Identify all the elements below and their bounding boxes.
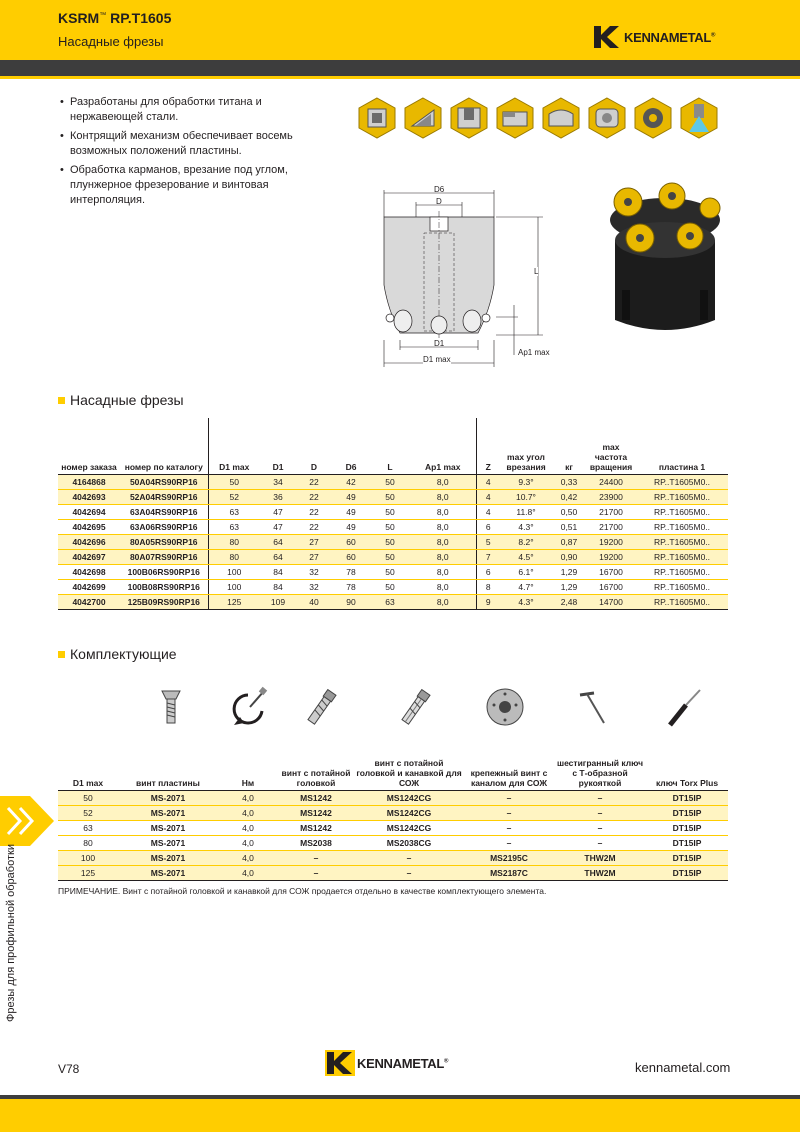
col-header: кг xyxy=(565,461,573,472)
table-cell: RP..T1605M0.. xyxy=(636,549,728,564)
table-cell: 125 xyxy=(58,865,118,880)
table-cell: 2,48 xyxy=(552,594,586,609)
table-cell: 4042697 xyxy=(58,549,120,564)
table-cell: 36 xyxy=(260,489,296,504)
table-row xyxy=(58,835,728,850)
table-cell: DT15IP xyxy=(646,790,728,805)
table-row xyxy=(58,474,728,489)
table-cell: DT15IP xyxy=(646,835,728,850)
table-cell: 49 xyxy=(332,519,370,534)
table-cell: RP..T1605M0.. xyxy=(636,489,728,504)
table-row xyxy=(58,549,728,564)
table-cell: DT15IP xyxy=(646,850,728,865)
col-header: шестигранный ключ с Т-образной рукояткой xyxy=(556,757,644,788)
table-cell: MS1242CG xyxy=(354,790,464,805)
table-cell: 8,0 xyxy=(410,474,476,489)
table-cell: MS1242 xyxy=(278,790,354,805)
brand-name: KENNAMETAL xyxy=(357,1055,445,1071)
table-cell: MS-2071 xyxy=(118,835,218,850)
table-cell: 21700 xyxy=(586,519,636,534)
table-cell: 100B08RS90RP16 xyxy=(120,579,208,594)
table-cell: – xyxy=(554,820,646,835)
table-cell: 80 xyxy=(208,549,260,564)
table-cell: 80A05RS90RP16 xyxy=(120,534,208,549)
table-cell: 50 xyxy=(58,790,118,805)
table-cell: 7 xyxy=(476,549,500,564)
table-cell: 4164868 xyxy=(58,474,120,489)
table-cell: 22 xyxy=(296,474,332,489)
table-cell: 24400 xyxy=(586,474,636,489)
table-cell: 50 xyxy=(370,489,410,504)
face-milling-icon xyxy=(493,96,537,140)
col-header: ключ Torx Plus xyxy=(655,777,719,788)
table-row xyxy=(58,489,728,504)
table-cell: MS1242CG xyxy=(354,820,464,835)
accessories-icons xyxy=(58,685,728,745)
table-cell: DT15IP xyxy=(646,820,728,835)
profiling-icon xyxy=(539,96,583,140)
table-cell: 4,0 xyxy=(218,820,278,835)
table-cell: 16700 xyxy=(586,564,636,579)
table-cell: 47 xyxy=(260,504,296,519)
table-cell: 8,0 xyxy=(410,564,476,579)
table-cell: 50 xyxy=(370,564,410,579)
table-cell: 4,0 xyxy=(218,850,278,865)
table-row xyxy=(58,519,728,534)
table-cell: 4 xyxy=(476,504,500,519)
table-cell: 78 xyxy=(332,579,370,594)
table-cell: 63A06RS90RP16 xyxy=(120,519,208,534)
feature-list xyxy=(60,95,320,212)
torque-icon xyxy=(226,685,272,731)
section-heading-cutters: Насадные фрезы xyxy=(58,392,184,408)
table-cell: MS2038CG xyxy=(354,835,464,850)
coolant-icon xyxy=(677,96,721,140)
table-cell: 8,0 xyxy=(410,504,476,519)
table-cell: RP..T1605M0.. xyxy=(636,534,728,549)
table-cell: 27 xyxy=(296,549,332,564)
table-cell: – xyxy=(554,790,646,805)
table-cell: MS1242 xyxy=(278,820,354,835)
header-dark-band xyxy=(0,60,800,79)
feature-item: • Разработаны для обработки титана и нержавеющей стали. xyxy=(60,95,320,125)
table-cell: RP..T1605M0.. xyxy=(636,564,728,579)
table-cell: 125 xyxy=(208,594,260,609)
table-cell: 63A04RS90RP16 xyxy=(120,504,208,519)
table-cell: 0,50 xyxy=(552,504,586,519)
table-cell: MS-2071 xyxy=(118,865,218,880)
col-header: винт пластины xyxy=(136,777,200,788)
table-cell: 32 xyxy=(296,579,332,594)
table-cell: 125B09RS90RP16 xyxy=(120,594,208,609)
table-cell: DT15IP xyxy=(646,865,728,880)
table-cell: – xyxy=(278,865,354,880)
table-cell: 78 xyxy=(332,564,370,579)
table-cell: MS2038 xyxy=(278,835,354,850)
table-cell: 80 xyxy=(208,534,260,549)
table-cell: 100 xyxy=(58,850,118,865)
product-photo xyxy=(600,180,730,350)
table-cell: 23900 xyxy=(586,489,636,504)
table-cell: 4042694 xyxy=(58,504,120,519)
table-row xyxy=(58,504,728,519)
table-cell: 4.3° xyxy=(500,594,552,609)
table-cell: 19200 xyxy=(586,534,636,549)
table-row xyxy=(58,594,728,609)
col-header: Z xyxy=(476,418,500,474)
table-cell: 6 xyxy=(476,519,500,534)
table-cell: 4042696 xyxy=(58,534,120,549)
mounting-screw-icon xyxy=(482,685,528,731)
table-cell: 50A04RS90RP16 xyxy=(120,474,208,489)
table-cell: 63 xyxy=(58,820,118,835)
col-header: пластина 1 xyxy=(658,461,706,472)
side-tab-label: Фрезы для профильной обработки xyxy=(5,844,17,1022)
table-cell: 22 xyxy=(296,489,332,504)
table-cell: 34 xyxy=(260,474,296,489)
coolant-screw-groove-icon xyxy=(392,685,438,731)
col-header: max частота вращения xyxy=(589,441,633,472)
table-cell: 4042699 xyxy=(58,579,120,594)
table-cell: 4.3° xyxy=(500,519,552,534)
dim-d6: D6 xyxy=(434,185,445,194)
col-header: D1 max xyxy=(208,418,260,474)
feature-item: • Обработка карманов, врезание под углом, плунжерное фрезерование и винтовая интерполяция. xyxy=(60,163,320,208)
table-cell: 60 xyxy=(332,534,370,549)
heading-square-icon xyxy=(58,651,65,658)
table-cell: 50 xyxy=(370,474,410,489)
table-cell: 4.5° xyxy=(500,549,552,564)
table-cell: RP..T1605M0.. xyxy=(636,519,728,534)
table-cell: 14700 xyxy=(586,594,636,609)
table-cell: 16700 xyxy=(586,579,636,594)
dim-ap1max: Ap1 max xyxy=(518,348,550,357)
t-handle-key-icon xyxy=(570,685,616,731)
table-cell: 50 xyxy=(208,474,260,489)
dim-d1: D1 xyxy=(434,339,445,348)
pocketing-icon xyxy=(355,96,399,140)
table-cell: 8,0 xyxy=(410,519,476,534)
cutters-table xyxy=(58,418,728,610)
table-cell: 80A07RS90RP16 xyxy=(120,549,208,564)
table-cell: 6 xyxy=(476,564,500,579)
col-header: D1 xyxy=(272,461,284,472)
col-header: винт с потайной головкой и канавкой для СОЖ xyxy=(356,757,462,788)
table-cell: 52 xyxy=(58,805,118,820)
table-cell: THW2M xyxy=(554,865,646,880)
table-cell: 0,87 xyxy=(552,534,586,549)
table-cell: THW2M xyxy=(554,850,646,865)
note-text: ПРИМЕЧАНИЕ. Винт с потайной головкой и канавкой для СОЖ продается отдельно в качестве комплектующего элемента. xyxy=(58,886,547,896)
col-header: D6 xyxy=(345,461,357,472)
table-cell: 100B06RS90RP16 xyxy=(120,564,208,579)
table-cell: RP..T1605M0.. xyxy=(636,579,728,594)
table-cell: MS-2071 xyxy=(118,790,218,805)
table-cell: 50 xyxy=(370,534,410,549)
table-cell: – xyxy=(354,850,464,865)
table-cell: 50 xyxy=(370,504,410,519)
plunging-icon xyxy=(631,96,675,140)
insert-screw-icon xyxy=(148,685,194,731)
table-cell: 8.2° xyxy=(500,534,552,549)
table-cell: 4,0 xyxy=(218,790,278,805)
table-cell: – xyxy=(354,865,464,880)
table-cell: 60 xyxy=(332,549,370,564)
table-cell: 4042693 xyxy=(58,489,120,504)
table-cell: MS1242CG xyxy=(354,805,464,820)
table-cell: 4 xyxy=(476,474,500,489)
table-header-row xyxy=(58,740,728,790)
col-header: Ap1 max xyxy=(425,461,461,472)
page-number: V78 xyxy=(58,1062,80,1076)
table-cell: RP..T1605M0.. xyxy=(636,474,728,489)
table-cell: 32 xyxy=(296,564,332,579)
col-header: max угол врезания xyxy=(506,451,546,472)
table-cell: 4042695 xyxy=(58,519,120,534)
table-cell: 63 xyxy=(208,519,260,534)
table-cell: 109 xyxy=(260,594,296,609)
table-cell: 84 xyxy=(260,564,296,579)
ramping-icon xyxy=(401,96,445,140)
table-cell: 0,51 xyxy=(552,519,586,534)
footer-kennametal-logo: KENNAMETAL® xyxy=(325,1050,448,1076)
table-cell: 4,0 xyxy=(218,835,278,850)
table-cell: DT15IP xyxy=(646,805,728,820)
page-subtitle: Насадные фрезы xyxy=(58,34,164,49)
kennametal-logo-mark-icon xyxy=(325,1050,355,1076)
page-title: KSRM™ RP.T1605 xyxy=(58,10,172,26)
table-cell: 80 xyxy=(58,835,118,850)
col-header: D1 max xyxy=(72,777,104,788)
table-row xyxy=(58,534,728,549)
table-cell: 27 xyxy=(296,534,332,549)
table-cell: 63 xyxy=(208,504,260,519)
col-header: крепежный винт с каналом для СОЖ xyxy=(470,767,548,788)
table-cell: 8,0 xyxy=(410,549,476,564)
table-cell: 50 xyxy=(370,519,410,534)
table-cell: 1,29 xyxy=(552,564,586,579)
table-cell: 4.7° xyxy=(500,579,552,594)
table-cell: 10.7° xyxy=(500,489,552,504)
section-heading-accessories: Комплектующие xyxy=(58,646,177,662)
accessories-table xyxy=(58,740,728,881)
table-cell: 40 xyxy=(296,594,332,609)
table-cell: RP..T1605M0.. xyxy=(636,594,728,609)
table-cell: 8,0 xyxy=(410,534,476,549)
kennametal-logo-mark-icon xyxy=(592,24,622,50)
table-row xyxy=(58,850,728,865)
table-row xyxy=(58,564,728,579)
table-cell: – xyxy=(554,805,646,820)
table-cell: 22 xyxy=(296,504,332,519)
slotting-icon xyxy=(447,96,491,140)
table-cell: 100 xyxy=(208,579,260,594)
table-row xyxy=(58,865,728,880)
table-cell: – xyxy=(278,850,354,865)
header-bar xyxy=(0,0,800,60)
table-cell: 50 xyxy=(370,579,410,594)
table-cell: 5 xyxy=(476,534,500,549)
table-cell: 9.3° xyxy=(500,474,552,489)
table-cell: 22 xyxy=(296,519,332,534)
table-cell: 0,42 xyxy=(552,489,586,504)
col-header: D xyxy=(310,461,318,472)
table-cell: MS-2071 xyxy=(118,850,218,865)
helical-interpolation-icon xyxy=(585,96,629,140)
brand-name: KENNAMETAL xyxy=(624,29,712,45)
col-header: винт с потайной головкой xyxy=(281,767,351,788)
table-cell: 9 xyxy=(476,594,500,609)
table-cell: MS2187C xyxy=(464,865,554,880)
table-cell: 64 xyxy=(260,534,296,549)
table-cell: 21700 xyxy=(586,504,636,519)
coolant-screw-icon xyxy=(298,685,344,731)
table-cell: 8 xyxy=(476,579,500,594)
dim-d: D xyxy=(436,197,442,206)
table-cell: MS1242 xyxy=(278,805,354,820)
col-header: L xyxy=(387,461,393,472)
table-cell: 4042700 xyxy=(58,594,120,609)
table-cell: 11.8° xyxy=(500,504,552,519)
table-cell: MS-2071 xyxy=(118,805,218,820)
technical-drawing xyxy=(378,185,578,370)
table-cell: 84 xyxy=(260,579,296,594)
table-cell: 4,0 xyxy=(218,805,278,820)
table-cell: 47 xyxy=(260,519,296,534)
table-cell: MS-2071 xyxy=(118,820,218,835)
side-tab-arrow-icon xyxy=(0,796,54,846)
table-cell: 50 xyxy=(370,549,410,564)
col-header: номер по каталогу xyxy=(124,461,203,472)
footer-band xyxy=(0,1095,800,1132)
table-cell: 90 xyxy=(332,594,370,609)
table-cell: 8,0 xyxy=(410,489,476,504)
table-cell: 0,90 xyxy=(552,549,586,564)
table-cell: 4,0 xyxy=(218,865,278,880)
table-cell: – xyxy=(554,835,646,850)
table-cell: 49 xyxy=(332,489,370,504)
dim-l: L xyxy=(534,267,539,276)
heading-square-icon xyxy=(58,397,65,404)
table-cell: – xyxy=(464,835,554,850)
table-row xyxy=(58,820,728,835)
table-cell: 19200 xyxy=(586,549,636,564)
dim-d1max: D1 max xyxy=(423,355,451,364)
feature-item: • Контрящий механизм обеспечивает восемь возможных положений пластины. xyxy=(60,129,320,159)
table-cell: 52A04RS90RP16 xyxy=(120,489,208,504)
table-cell: 100 xyxy=(208,564,260,579)
table-header-row xyxy=(58,418,728,474)
table-cell: – xyxy=(464,820,554,835)
table-cell: 64 xyxy=(260,549,296,564)
table-cell: 1,29 xyxy=(552,579,586,594)
table-cell: 4042698 xyxy=(58,564,120,579)
table-cell: 6.1° xyxy=(500,564,552,579)
col-header: Нм xyxy=(241,777,255,788)
table-row xyxy=(58,579,728,594)
table-cell: 42 xyxy=(332,474,370,489)
table-cell: 8,0 xyxy=(410,579,476,594)
table-cell: – xyxy=(464,805,554,820)
table-cell: 8,0 xyxy=(410,594,476,609)
table-cell: 4 xyxy=(476,489,500,504)
table-row xyxy=(58,805,728,820)
col-header: номер заказа xyxy=(61,461,117,472)
table-cell: 63 xyxy=(370,594,410,609)
website-link[interactable]: kennametal.com xyxy=(635,1060,731,1075)
kennametal-logo: KENNAMETAL® xyxy=(592,24,715,50)
table-cell: 49 xyxy=(332,504,370,519)
table-cell: RP..T1605M0.. xyxy=(636,504,728,519)
table-cell: – xyxy=(464,790,554,805)
table-row xyxy=(58,790,728,805)
torx-key-icon xyxy=(662,685,708,731)
table-cell: 0,33 xyxy=(552,474,586,489)
operation-icons xyxy=(355,96,721,140)
table-cell: MS2195C xyxy=(464,850,554,865)
table-cell: 52 xyxy=(208,489,260,504)
